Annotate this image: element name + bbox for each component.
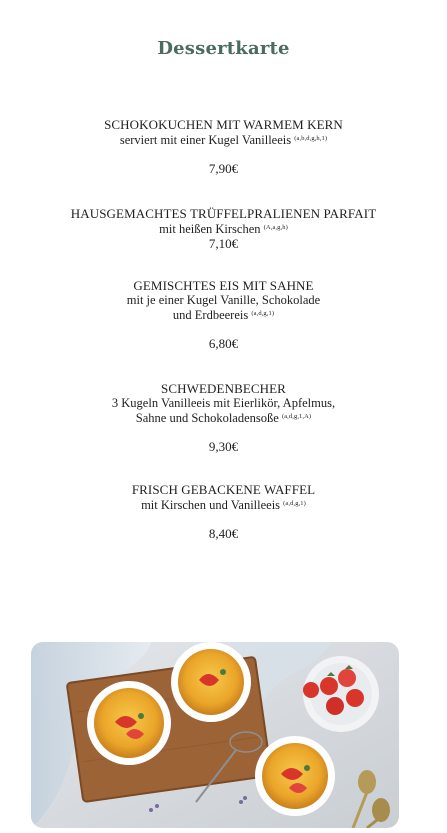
allergen-codes: (A,a,g,h): [263, 224, 288, 231]
item-description: [0, 293, 447, 322]
item-description-line: und Erdbeereis: [172, 308, 249, 322]
item-description: [0, 221, 447, 236]
item-price: 6,80€: [208, 336, 239, 351]
item-description-line: serviert mit einer Kugel Vanilleeis: [119, 133, 292, 147]
menu-item-schwedenbecher: [0, 381, 447, 454]
item-price: 7,10€: [208, 236, 239, 251]
item-description-line: 3 Kugeln Vanilleeis mit Eierlikör, Apfelmus,: [111, 396, 336, 410]
item-name: SCHWEDENBECHER: [161, 381, 286, 396]
item-description-line: mit je einer Kugel Vanille, Schokolade: [126, 293, 321, 307]
item-description-line: mit Kirschen und Vanilleeis: [141, 498, 281, 512]
allergen-codes: (a,b,d,g,h,1): [294, 135, 328, 142]
item-price: 9,30€: [208, 439, 239, 454]
item-name: GEMISCHTES EIS MIT SAHNE: [133, 278, 314, 293]
item-description: [0, 132, 447, 147]
dessert-photo: [31, 642, 399, 828]
item-name: SCHOKOKUCHEN MIT WARMEM KERN: [104, 117, 343, 132]
item-name: HAUSGEMACHTES TRÜFFELPRALIENEN PARFAIT: [70, 206, 377, 221]
item-description-line: mit heißen Kirschen: [159, 222, 261, 236]
item-description-line: Sahne und Schokoladensoße: [135, 411, 279, 425]
item-name: FRISCH GEBACKENE WAFFEL: [131, 482, 316, 497]
allergen-codes: (a,d,g,1): [251, 310, 275, 317]
menu-item-schokokuchen: [0, 117, 447, 176]
page-title: Dessertkarte: [157, 38, 290, 59]
item-description: [0, 396, 447, 425]
allergen-codes: (a,d,g,1,A): [281, 413, 312, 420]
item-description: [0, 497, 447, 512]
menu-item-waffel: [0, 482, 447, 541]
menu-item-gemischtes-eis: [0, 278, 447, 351]
allergen-codes: (a,d,g,1): [283, 500, 306, 507]
item-price: 7,90€: [208, 161, 239, 176]
menu-item-parfait: [0, 206, 447, 251]
item-price: 8,40€: [208, 526, 239, 541]
